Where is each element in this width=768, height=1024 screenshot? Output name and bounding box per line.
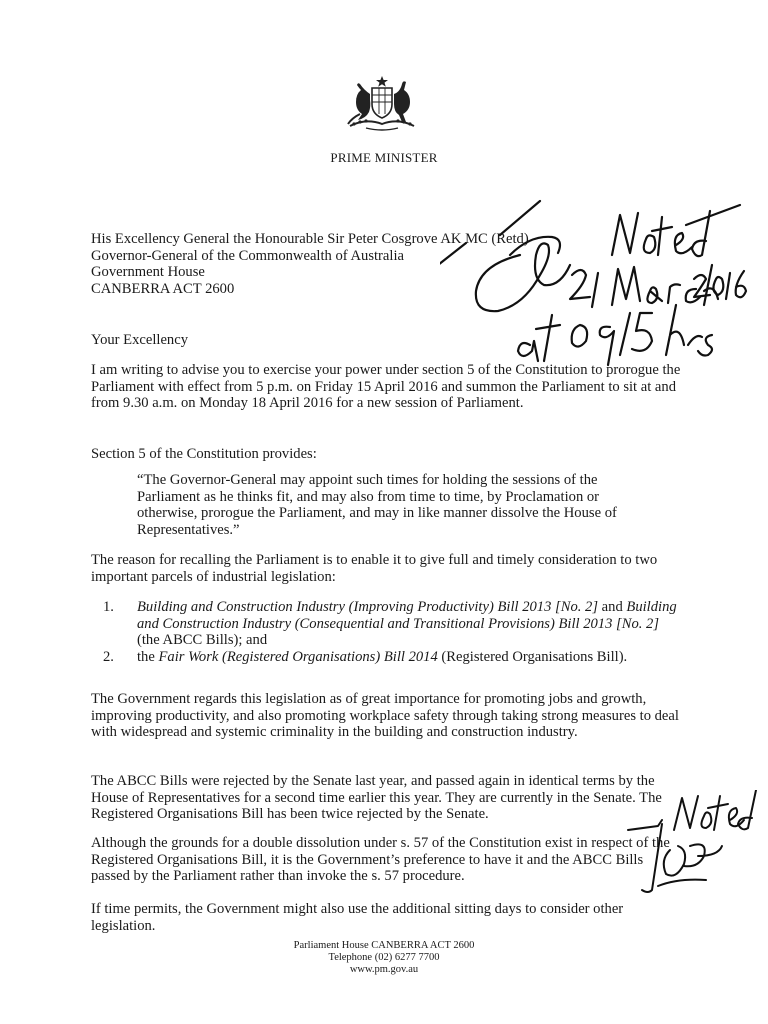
addressee-line: His Excellency General the Honourable Sir Peter Cosgrove AK MC (Retd) — [91, 231, 529, 247]
salutation: Your Excellency — [91, 332, 189, 348]
addressee-line: CANBERRA ACT 2600 — [91, 280, 235, 297]
letter-footer — [0, 940, 768, 976]
footer-website: www.pm.gov.au — [349, 964, 419, 975]
paragraph: Section 5 of the Constitution provides: — [91, 446, 317, 462]
paragraph: Although the grounds for a double dissolution under s. 57 of the Constitution exist in respect of the Registered Organisations Bill, it is the Government’s preference to have it and the ABCC Bills passed by the Parliament rather than invoke the s. 57 procedure. — [91, 835, 670, 885]
list-text: (the ABCC Bills); and — [137, 632, 268, 649]
list-number: 1. — [103, 599, 114, 615]
bill-title: Building and Construction Industry (Improving Productivity) Bill 2013 [No. 2] — [137, 599, 599, 615]
addressee-line: Government House — [91, 264, 205, 281]
handwritten-noted-annotation — [440, 195, 750, 375]
list-item — [103, 649, 683, 666]
constitution-quote: “The Governor-General may appoint such times for holding the sessions of the Parliament as he thinks fit, and may also from time to time, by Proclamation or otherwise, prorogue the Parliament, and may in like manner dissolve the House of Representatives.” — [137, 472, 617, 538]
footer-address: Parliament House CANBERRA ACT 2600 — [293, 940, 475, 951]
paragraph: I am writing to advise you to exercise your power under section 5 of the Constitution to prorogue the Parliament with effect from 5 p.m. on Friday 15 April 2016 and summon the Parliament to sit at and from 9.30 a.m. on Monday 18 April 2016 for a new session of Parliament. — [91, 362, 681, 412]
list-text: and — [598, 599, 627, 615]
letterhead-title: PRIME MINISTER — [330, 150, 438, 165]
paragraph: If time permits, the Government might also use the additional sitting days to consider other legislation. — [91, 901, 624, 934]
list-text: the — [137, 648, 159, 665]
paragraph: The reason for recalling the Parliament is to enable it to give full and timely consideration to two important parcels of industrial legislation: — [91, 552, 658, 585]
handwritten-noted-initials — [618, 790, 758, 898]
addressee-line: Governor-General of the Commonwealth of Australia — [91, 247, 404, 264]
paragraph: The Government regards this legislation as of great importance for promoting jobs and growth, improving productivity, and also promoting workplace safety through taking strong measures to deal with widespread and systemic criminality in the building and construction industry. — [91, 691, 679, 741]
bill-title: Building and Construction Industry (Consequential and Transitional Provisions) Bill 2013 [No. 2] — [137, 599, 677, 632]
list-number: 2. — [103, 648, 114, 665]
list-item — [103, 599, 683, 649]
coat-of-arms-icon — [336, 74, 428, 132]
bill-title: Fair Work (Registered Organisations) Bill 2014 — [158, 648, 438, 665]
list-text: (Registered Organisations Bill). — [437, 648, 628, 665]
footer-telephone: Telephone (02) 6277 7700 — [328, 952, 440, 963]
legislation-list — [103, 599, 683, 665]
paragraph: The ABCC Bills were rejected by the Senate last year, and passed again in identical terms by the House of Representatives for a second time earlier this year. They are currently in the Senate. The Registered Organisations Bill has been twice rejected by the Senate. — [91, 773, 662, 823]
